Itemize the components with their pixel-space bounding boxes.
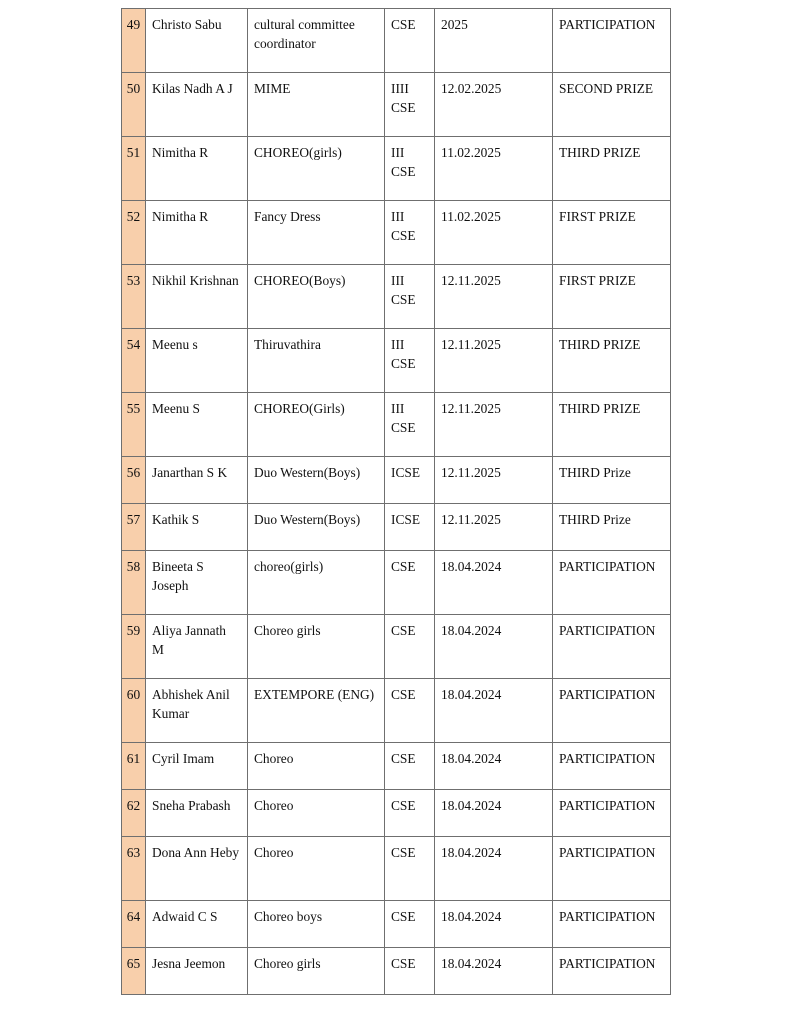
student-name: Kilas Nadh A J [146, 73, 248, 137]
table-row [122, 679, 671, 743]
event-date: 12.11.2025 [435, 265, 553, 329]
result: PARTICIPATION [553, 743, 671, 790]
student-name: Adwaid C S [146, 901, 248, 948]
student-name: Aliya Jannath M [146, 615, 248, 679]
student-name: Nikhil Krishnan [146, 265, 248, 329]
event-date: 18.04.2024 [435, 948, 553, 995]
row-number: 50 [122, 73, 146, 137]
student-name: Christo Sabu [146, 9, 248, 73]
table-row [122, 790, 671, 837]
row-number: 55 [122, 393, 146, 457]
student-name: Meenu S [146, 393, 248, 457]
class-name: CSE [385, 679, 435, 743]
row-number: 64 [122, 901, 146, 948]
table-row [122, 329, 671, 393]
event-name: CHOREO(Girls) [248, 393, 385, 457]
class-name: III CSE [385, 393, 435, 457]
event-date: 12.11.2025 [435, 393, 553, 457]
row-number: 52 [122, 201, 146, 265]
row-number: 54 [122, 329, 146, 393]
result: THIRD Prize [553, 457, 671, 504]
student-name: Jesna Jeemon [146, 948, 248, 995]
row-number: 57 [122, 504, 146, 551]
class-name: CSE [385, 9, 435, 73]
result: PARTICIPATION [553, 9, 671, 73]
result: PARTICIPATION [553, 948, 671, 995]
table-row [122, 504, 671, 551]
row-number: 56 [122, 457, 146, 504]
results-table [121, 8, 671, 995]
class-name: CSE [385, 615, 435, 679]
event-name: CHOREO(girls) [248, 137, 385, 201]
student-name: Bineeta S Joseph [146, 551, 248, 615]
result: PARTICIPATION [553, 837, 671, 901]
table-row [122, 551, 671, 615]
table-row [122, 948, 671, 995]
row-number: 65 [122, 948, 146, 995]
event-date: 12.11.2025 [435, 329, 553, 393]
result: FIRST PRIZE [553, 201, 671, 265]
result: PARTICIPATION [553, 551, 671, 615]
class-name: IIII CSE [385, 73, 435, 137]
event-date: 12.11.2025 [435, 457, 553, 504]
table-row [122, 73, 671, 137]
student-name: Meenu s [146, 329, 248, 393]
result: PARTICIPATION [553, 790, 671, 837]
student-name: Nimitha R [146, 137, 248, 201]
result: SECOND PRIZE [553, 73, 671, 137]
table-row [122, 137, 671, 201]
event-date: 11.02.2025 [435, 201, 553, 265]
result: PARTICIPATION [553, 615, 671, 679]
row-number: 53 [122, 265, 146, 329]
row-number: 62 [122, 790, 146, 837]
row-number: 49 [122, 9, 146, 73]
class-name: ICSE [385, 457, 435, 504]
table-row [122, 265, 671, 329]
class-name: CSE [385, 551, 435, 615]
event-name: MIME [248, 73, 385, 137]
table-row [122, 901, 671, 948]
class-name: ICSE [385, 504, 435, 551]
event-name: Choreo girls [248, 615, 385, 679]
event-name: Duo Western(Boys) [248, 457, 385, 504]
class-name: III CSE [385, 265, 435, 329]
table-row [122, 393, 671, 457]
class-name: III CSE [385, 329, 435, 393]
table-row [122, 9, 671, 73]
event-date: 18.04.2024 [435, 615, 553, 679]
class-name: CSE [385, 790, 435, 837]
event-date: 18.04.2024 [435, 743, 553, 790]
result: THIRD Prize [553, 504, 671, 551]
student-name: Sneha Prabash [146, 790, 248, 837]
event-date: 12.11.2025 [435, 504, 553, 551]
student-name: Nimitha R [146, 201, 248, 265]
row-number: 61 [122, 743, 146, 790]
result: THIRD PRIZE [553, 329, 671, 393]
result: PARTICIPATION [553, 679, 671, 743]
event-date: 18.04.2024 [435, 790, 553, 837]
result: PARTICIPATION [553, 901, 671, 948]
event-date: 18.04.2024 [435, 837, 553, 901]
event-name: Duo Western(Boys) [248, 504, 385, 551]
table-row [122, 837, 671, 901]
event-name: Choreo girls [248, 948, 385, 995]
student-name: Abhishek Anil Kumar [146, 679, 248, 743]
event-date: 18.04.2024 [435, 551, 553, 615]
event-date: 12.02.2025 [435, 73, 553, 137]
student-name: Cyril Imam [146, 743, 248, 790]
student-name: Kathik S [146, 504, 248, 551]
row-number: 60 [122, 679, 146, 743]
table-row [122, 615, 671, 679]
class-name: III CSE [385, 201, 435, 265]
event-date: 2025 [435, 9, 553, 73]
event-date: 18.04.2024 [435, 679, 553, 743]
class-name: CSE [385, 948, 435, 995]
event-name: EXTEMPORE (ENG) [248, 679, 385, 743]
event-name: Choreo [248, 837, 385, 901]
event-name: Choreo boys [248, 901, 385, 948]
row-number: 59 [122, 615, 146, 679]
table-row [122, 743, 671, 790]
result: THIRD PRIZE [553, 393, 671, 457]
row-number: 63 [122, 837, 146, 901]
event-name: choreo(girls) [248, 551, 385, 615]
event-name: Choreo [248, 790, 385, 837]
class-name: CSE [385, 743, 435, 790]
table-row [122, 201, 671, 265]
event-name: Fancy Dress [248, 201, 385, 265]
event-date: 11.02.2025 [435, 137, 553, 201]
table-row [122, 457, 671, 504]
student-name: Dona Ann Heby [146, 837, 248, 901]
row-number: 58 [122, 551, 146, 615]
event-name: Thiruvathira [248, 329, 385, 393]
result: FIRST PRIZE [553, 265, 671, 329]
event-date: 18.04.2024 [435, 901, 553, 948]
class-name: CSE [385, 837, 435, 901]
student-name: Janarthan S K [146, 457, 248, 504]
result: THIRD PRIZE [553, 137, 671, 201]
row-number: 51 [122, 137, 146, 201]
class-name: III CSE [385, 137, 435, 201]
class-name: CSE [385, 901, 435, 948]
event-name: Choreo [248, 743, 385, 790]
event-name: CHOREO(Boys) [248, 265, 385, 329]
event-name: cultural committee coordinator [248, 9, 385, 73]
